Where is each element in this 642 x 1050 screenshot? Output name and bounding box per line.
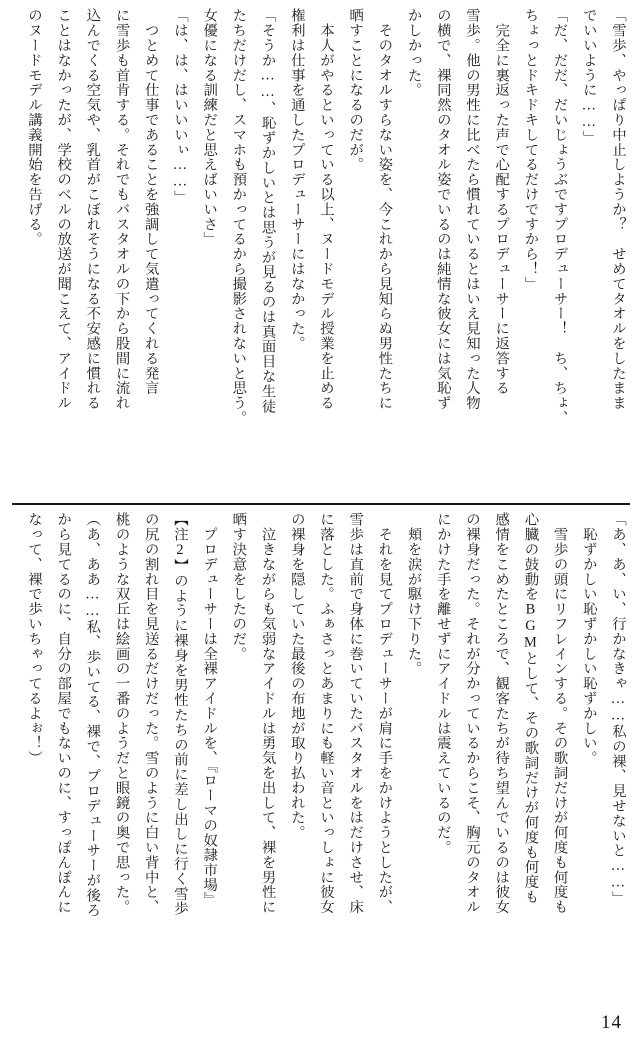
page-number: 14 [601,1012,622,1033]
text-line: 雪歩の頭にリフレインする。その歌詞だけが何度も何度も [551,512,568,915]
upper-text-block [0,8,642,500]
text-line: 込んでくる空気や、乳首がこぼれそうになる不安感に慣れる [84,8,101,411]
text-line: 「あ、あ、い、行かなきゃ……私の裸、見せないと……」 [610,512,626,906]
lower-text-block [0,512,642,1022]
text-line: 本人がやるといっている以上、ヌードモデル授業を止める [317,8,334,411]
text-line: 「だ、だだ、だいじょうぶですプロデューサー！ ち、ちょ、 [551,8,568,426]
text-line: 雪歩。他の男性に比べたら慣れているとはいえ見知った人物 [463,8,480,411]
text-line: 「そうか……、恥ずかしいとは思うが見るのは真面目な生徒 [259,8,276,414]
text-line: 晒す決意をしたのだ。 [230,512,247,661]
text-line: 泣きながらも気弱なアイドルは勇気を出して、裸を男性に [259,512,276,915]
text-line: 女優になる訓練だと思えばいいさ」 [201,8,218,247]
text-line: プロデューサーは全裸アイドルを、『ローマの奴隷市場』 [201,512,218,908]
text-line: 感情をこめたところで、観客たちが待ち望んでいるのは彼女 [493,512,510,915]
text-line: の尻の割れ目を見送るだけだった。雪のように白い背中と、 [142,512,159,915]
text-line: 恥ずかしい恥ずかしい恥ずかしい。 [580,512,597,766]
text-line: 権利は仕事を通したプロデューサーにはなかった。 [288,8,305,351]
text-line: たちだけだし、スマホも預かってるから撮影されないと思う。 [230,8,247,426]
text-line: の裸身だった。それが分かっているからこそ、胸元のタオル [463,512,480,915]
text-line: 雪歩は直前で身体に巻いていたバスタオルをはだけさせ、床 [347,512,364,915]
text-line: 心臓の鼓動をBGMとして、その歌詞だけが何度も何度も [522,512,539,905]
text-line: 完全に裏返った声で心配するプロデューサーに返答する [493,8,510,396]
text-line: にかけた手を離せずにアイドルは震えているのだ。 [434,512,451,855]
text-line: そのタオルすらない姿を、今これから見知らぬ男性たちに [376,8,393,411]
text-line: 頬を涙が駆け下りた。 [405,512,422,676]
section-divider [12,503,630,505]
text-line: つとめて仕事であることを強調して気遣ってくれる発言 [142,8,159,396]
text-line: から見てるのに、自分の部屋でもないのに、すっぽんぽんに [55,512,72,915]
text-line: ことはなかったが、学校のベルの放送が聞こえて、アイドル [55,8,72,411]
text-line: の横で、裸同然のタオル姿でいるのは純情な彼女には気恥ず [434,8,451,411]
text-line: のヌードモデル講義開始を告げる。 [25,8,42,247]
text-line: 桃のような双丘は絵画の一番のようだと眼鏡の奥で思った。 [113,512,130,915]
text-line: ちょっとドキドキしてるだけですから！」 [522,8,539,292]
text-line: なって、裸で歩いちゃってるよぉ！） [25,512,42,766]
lower-text-columns [14,512,628,990]
text-line: 晒すことになるのだが。 [347,8,364,172]
text-line: （あ、ああ……私、歩いてる、裸で、プロデューサーが後ろ [84,512,101,918]
text-line: に落とした。ふぁさっとあまりにも軽い音といっしょに彼女 [317,512,334,915]
text-line: 「雪歩、やっぱり中止しようか？ せめてタオルをしたまま [610,8,626,411]
text-line: でいいように……」 [580,8,597,146]
text-line: 「は、は、はいいいぃ……」 [171,8,188,205]
text-line: 【注2】のように裸身を男性たちの前に差し出しに行く雪歩 [171,512,188,916]
text-line: の裸身を隠していた最後の布地が取り払われた。 [288,512,305,840]
text-line: に雪歩も首肯する。それでもバスタオルの下から股間に流れ [113,8,130,411]
upper-text-columns [14,8,628,488]
text-line: かしかった。 [405,8,422,98]
text-line: それを見てプロデューサーが肩に手をかけようとしたが、 [376,512,393,915]
